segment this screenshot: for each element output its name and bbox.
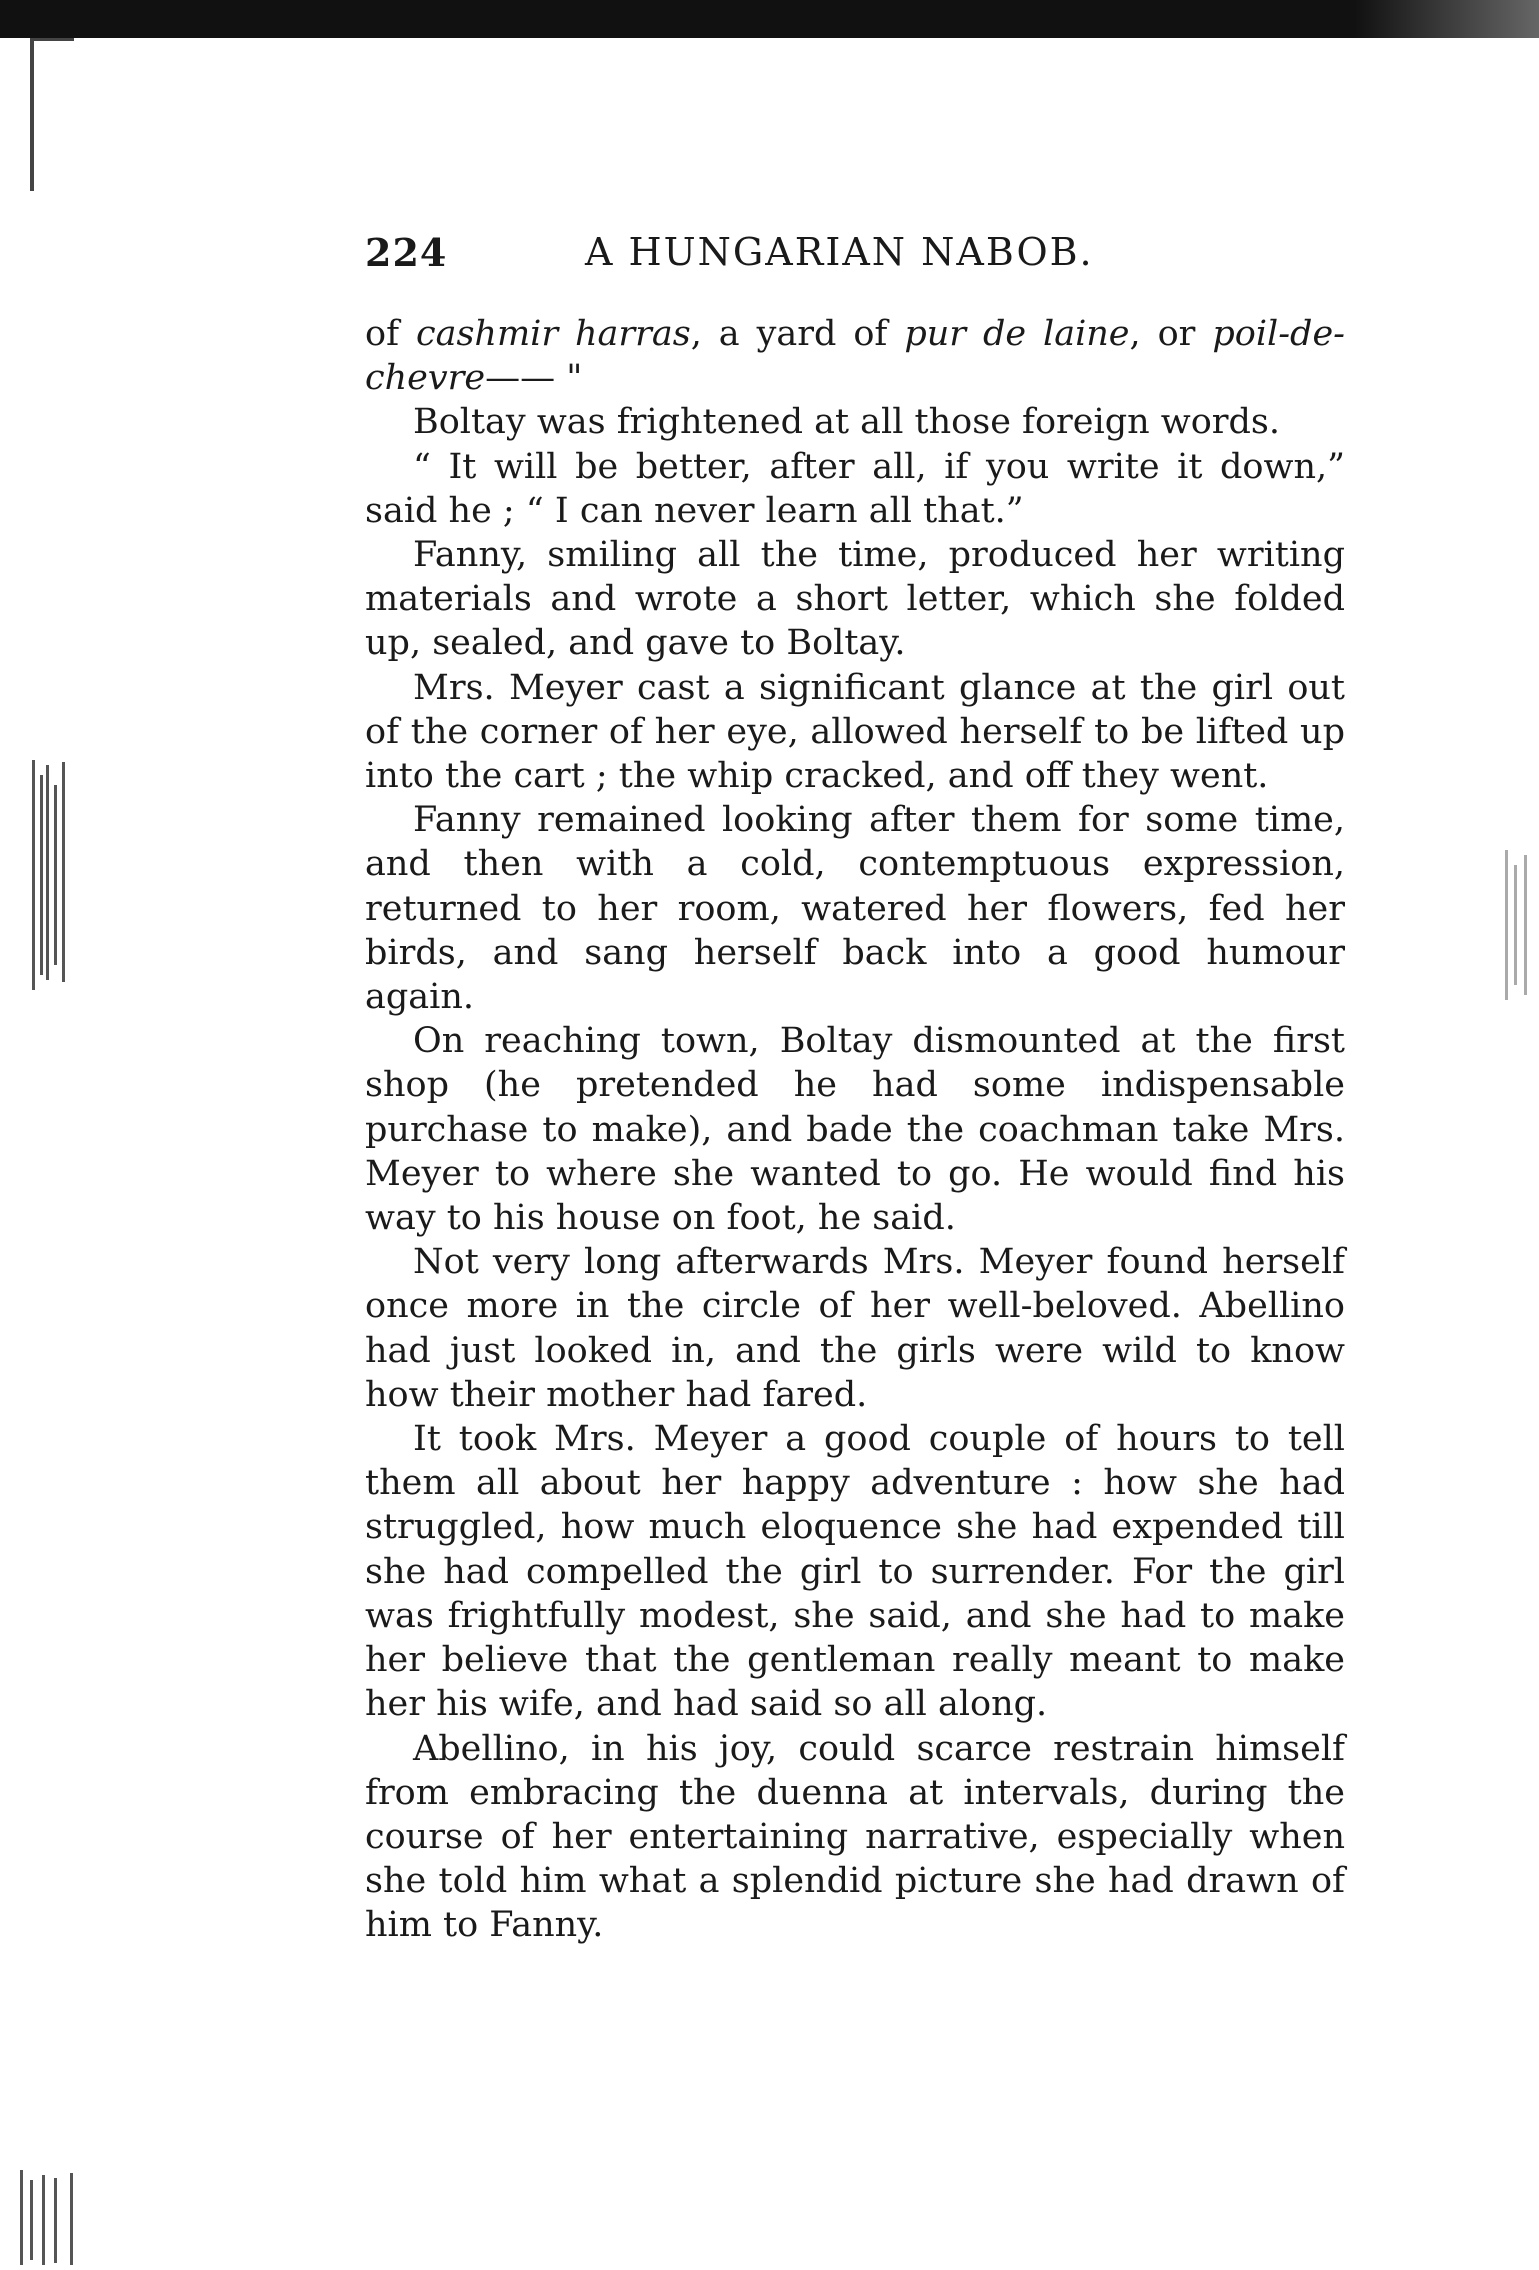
scan-binding-marks-bottom xyxy=(20,2170,80,2270)
paragraph: On reaching town, Boltay dismounted at the first shop (he pretended he had some indispensable purchase to make), and bade the coachman take Mrs. Meyer to where she wanted to go. He would find his way to his house on foot, he said. xyxy=(365,1021,1345,1239)
paragraph: Mrs. Meyer cast a significant glance at the girl out of the corner of her eye, allowed herself to be lifted up into the cart ; the whip cracked, and off they went. xyxy=(365,667,1345,797)
paragraph: It took Mrs. Meyer a good couple of hours to tell them all about her happy adventure : how she had struggled, how much eloquence she had expended till she had compelled the girl to surrender. For the girl was frightfully modest, she said, and she had to make her believe that the gentleman really meant to make her his wife, and had said so all along. xyxy=(365,1419,1345,1725)
scan-binding-marks-left xyxy=(32,760,92,990)
paragraph-segment: , or xyxy=(1129,314,1213,354)
paragraph xyxy=(365,312,1345,400)
paragraph: Abellino, in his joy, could scarce restrain himself from embracing the duenna at intervals, during the course of her entertaining narrative, especially when she told him what a splendid picture she had drawn of him to Fanny. xyxy=(365,1728,1345,1946)
scan-top-edge xyxy=(0,0,1539,38)
paragraph-segment: of xyxy=(365,314,416,354)
scan-binding-marks-right xyxy=(1500,850,1539,1000)
paragraph: Fanny remained looking after them for some time, and then with a cold, contemptuous expression, returned to her room, watered her flowers, fed her birds, and sang herself back into a good humour again. xyxy=(365,800,1345,1018)
running-head: A HUNGARIAN NABOB. xyxy=(585,230,1094,274)
page-number: 224 xyxy=(365,230,448,275)
body-text xyxy=(365,312,1345,1948)
paragraph: Fanny, smiling all the time, produced her writing materials and wrote a short letter, which she folded up, sealed, and gave to Boltay. xyxy=(365,535,1345,664)
paragraph-segment: poil-de-chevre xyxy=(365,314,1345,399)
paragraph: “ It will be better, after all, if you write it down,” said he ; “ I can never learn all that.” xyxy=(365,446,1345,531)
paragraph: Not very long afterwards Mrs. Meyer found herself once more in the circle of her well-beloved. Abellino had just looked in, and the girls were wild to know how their mother had fared. xyxy=(365,1242,1345,1415)
scan-corner-mark xyxy=(30,38,74,191)
paragraph-segment: —— " xyxy=(485,358,583,399)
page-header xyxy=(365,230,1345,280)
paragraph-segment: cashmir harras xyxy=(415,314,691,354)
paragraph: Boltay was frightened at all those foreign words. xyxy=(413,402,1281,443)
paragraph-segment: , a yard of xyxy=(690,314,905,354)
paragraph-segment: pur de laine xyxy=(904,314,1130,354)
